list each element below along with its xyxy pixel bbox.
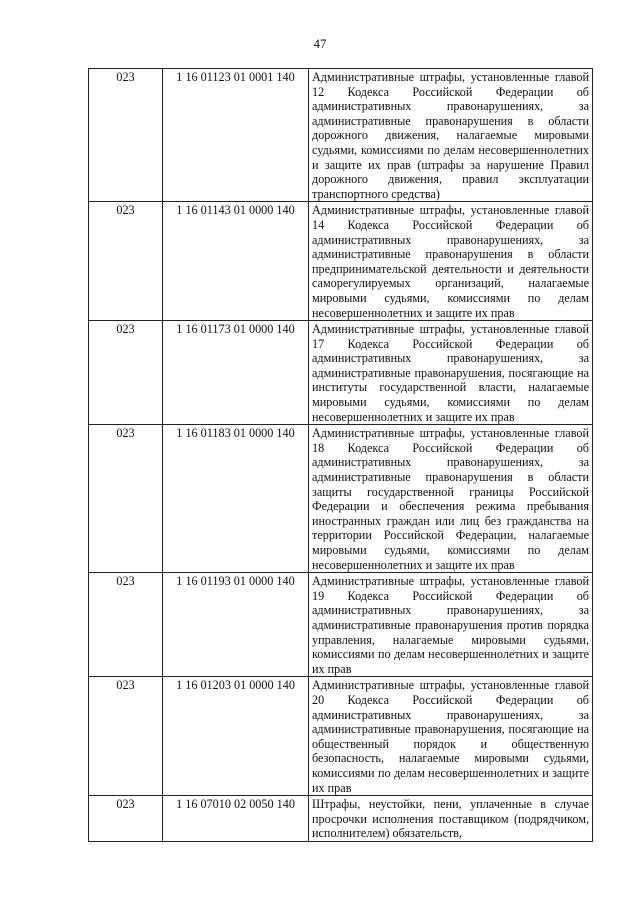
kbk-code-cell: 1 16 01193 01 0000 140 [163, 573, 309, 677]
kbk-code-cell: 1 16 01203 01 0000 140 [163, 677, 309, 796]
table-row [89, 677, 593, 796]
table-row [89, 425, 593, 573]
kbk-code-cell: 1 16 01183 01 0000 140 [163, 425, 309, 573]
kbk-code-cell: 1 16 01123 01 0001 140 [163, 69, 309, 202]
description-cell: Административные штрафы, установленные главой 20 Кодекса Российской Федерации об административных правонарушениях, за административные правонарушения, посягающие на общественный порядок и общественную безопасность, налагаемые мировыми судьями, комиссиями по делам несовершеннолетних и защите их прав [309, 677, 593, 796]
admin-code-cell: 023 [89, 69, 163, 202]
description-cell: Административные штрафы, установленные главой 18 Кодекса Российской Федерации об административных правонарушениях, за административные правонарушения в области защиты государственной границы Российской Федерации и обеспечения режима пребывания иностранных граждан или лиц без гражданства на территории Российской Федерации, налагаемые мировыми судьями, комиссиями по делам несовершеннолетних и защите их прав [309, 425, 593, 573]
admin-code-cell: 023 [89, 677, 163, 796]
admin-code-cell: 023 [89, 796, 163, 842]
admin-code-cell: 023 [89, 573, 163, 677]
description-cell: Административные штрафы, установленные главой 14 Кодекса Российской Федерации об административных правонарушениях, за административные правонарушения в области предпринимательской деятельности и деятельности саморегулируемых организаций, налагаемые мировыми судьями, комиссиями по делам несовершеннолетних и защите их прав [309, 202, 593, 321]
description-cell: Административные штрафы, установленные главой 17 Кодекса Российской Федерации об административных правонарушениях, за административные правонарушения, посягающие на институты государственной власти, налагаемые мировыми судьями, комиссиями по делам несовершеннолетних и защите их прав [309, 321, 593, 425]
description-cell: Административные штрафы, установленные главой 19 Кодекса Российской Федерации об административных правонарушениях, за административные правонарушения против порядка управления, налагаемые мировыми судьями, комиссиями по делам несовершеннолетних и защите их прав [309, 573, 593, 677]
page-number: 47 [313, 36, 327, 51]
kbk-code-cell: 1 16 07010 02 0050 140 [163, 796, 309, 842]
budget-classification-table [88, 68, 593, 842]
admin-code-cell: 023 [89, 425, 163, 573]
description-cell: Административные штрафы, установленные главой 12 Кодекса Российской Федерации об административных правонарушениях, за административные правонарушения в области дорожного движения, налагаемые мировыми судьями, комиссиями по делам несовершеннолетних и защите их прав (штрафы за нарушение Правил дорожного движения, правил эксплуатации транспортного средства) [309, 69, 593, 202]
description-cell: Штрафы, неустойки, пени, уплаченные в случае просрочки исполнения поставщиком (подрядчиком, исполнителем) обязательств, [309, 796, 593, 842]
admin-code-cell: 023 [89, 321, 163, 425]
table-row [89, 202, 593, 321]
table-row [89, 573, 593, 677]
table-row [89, 796, 593, 842]
admin-code-cell: 023 [89, 202, 163, 321]
table-row [89, 69, 593, 202]
kbk-code-cell: 1 16 01173 01 0000 140 [163, 321, 309, 425]
kbk-code-cell: 1 16 01143 01 0000 140 [163, 202, 309, 321]
table-row [89, 321, 593, 425]
